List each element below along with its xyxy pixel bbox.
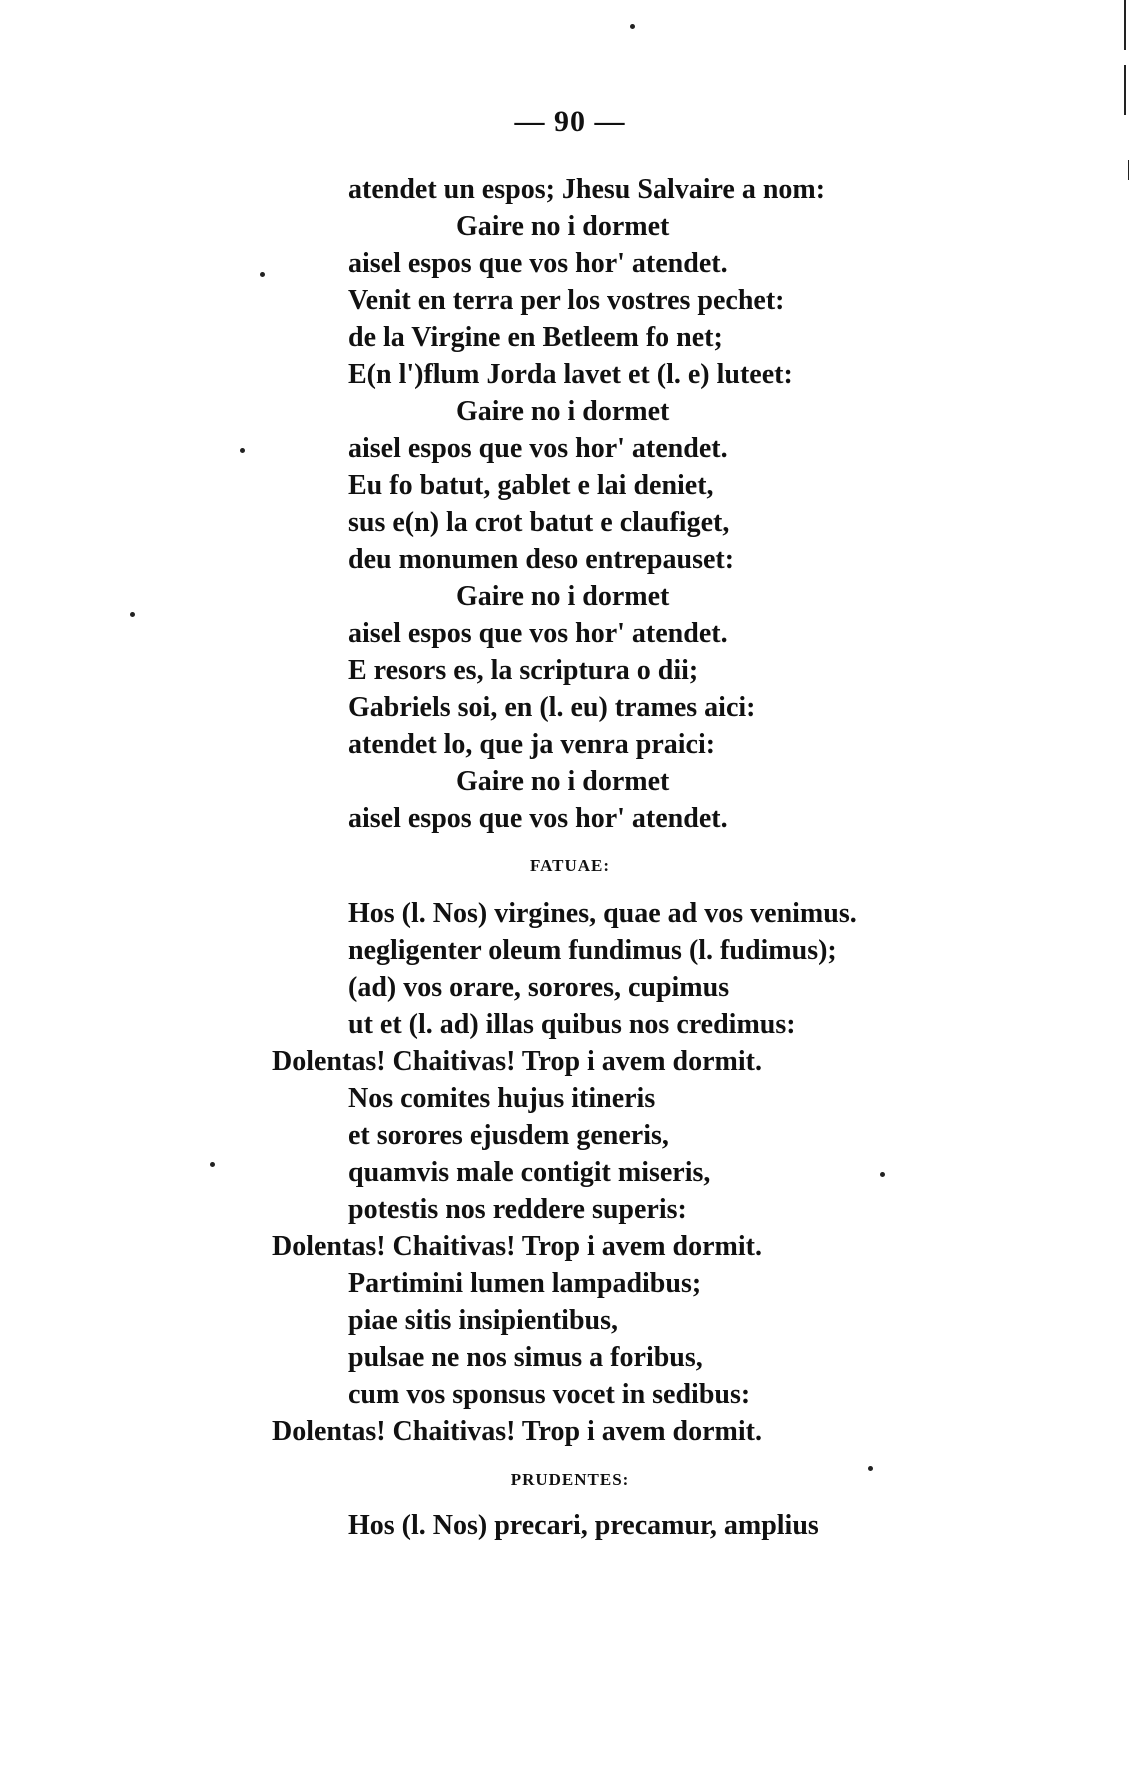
verse-line: aisel espos que vos hor' atendet.	[348, 248, 728, 279]
verse-line: sus e(n) la crot batut e claufiget,	[348, 507, 730, 538]
scan-speck	[260, 272, 265, 277]
verse-line: Partimini lumen lampadibus;	[348, 1268, 702, 1299]
verse-line: atendet un espos; Jhesu Salvaire a nom:	[348, 174, 826, 205]
speaker-heading-fatuae: FATUAE:	[529, 856, 611, 875]
verse-line: aisel espos que vos hor' atendet.	[348, 433, 728, 464]
verse-line: et sorores ejusdem generis,	[348, 1120, 669, 1151]
refrain-line: Dolentas! Chaitivas! Trop i avem dormit.	[272, 1416, 762, 1447]
verse-line: Venit en terra per los vostres pechet:	[348, 285, 785, 316]
scan-edge-mark	[1128, 160, 1129, 180]
verse-line: cum vos sponsus vocet in sedibus:	[348, 1379, 751, 1410]
refrain-line: Gaire no i dormet	[456, 211, 670, 242]
verse-line: pulsae ne nos simus a foribus,	[348, 1342, 703, 1373]
scan-speck	[868, 1466, 873, 1471]
verse-line: de la Virgine en Betleem fo net;	[348, 322, 723, 353]
verse-line: Nos comites hujus itineris	[348, 1083, 656, 1114]
scan-speck	[130, 612, 135, 617]
scan-speck	[210, 1162, 215, 1167]
scan-speck	[880, 1172, 885, 1177]
refrain-line: Gaire no i dormet	[456, 581, 670, 612]
verse-line: aisel espos que vos hor' atendet.	[348, 803, 728, 834]
scan-edge-mark	[1124, 0, 1126, 50]
verse-line: aisel espos que vos hor' atendet.	[348, 618, 728, 649]
page-number: — 90 —	[514, 105, 626, 138]
refrain-line: Gaire no i dormet	[456, 766, 670, 797]
refrain-line: Dolentas! Chaitivas! Trop i avem dormit.	[272, 1231, 762, 1262]
verse-line: E resors es, la scriptura o dii;	[348, 655, 699, 686]
scan-speck	[240, 448, 245, 453]
verse-line: piae sitis insipientibus,	[348, 1305, 618, 1336]
verse-line: ut et (l. ad) illas quibus nos credimus:	[348, 1009, 796, 1040]
verse-line: Gabriels soi, en (l. eu) trames aici:	[348, 692, 756, 723]
verse-line: atendet lo, que ja venra praici:	[348, 729, 716, 760]
verse-line: quamvis male contigit miseris,	[348, 1157, 711, 1188]
scan-edge-mark	[1124, 65, 1126, 115]
verse-line: deu monumen deso entrepauset:	[348, 544, 735, 575]
speaker-heading-prudentes: PRUDENTES:	[510, 1470, 630, 1489]
verse-line: negligenter oleum fundimus (l. fudimus);	[348, 935, 837, 966]
verse-line: Hos (l. Nos) precari, precamur, amplius	[348, 1510, 819, 1541]
verse-line: potestis nos reddere superis:	[348, 1194, 687, 1225]
scan-speck	[630, 24, 635, 29]
verse-line: Eu fo batut, gablet e lai deniet,	[348, 470, 714, 501]
verse-line: E(n l')flum Jorda lavet et (l. e) luteet:	[348, 359, 793, 390]
refrain-line: Gaire no i dormet	[456, 396, 670, 427]
verse-line: (ad) vos orare, sorores, cupimus	[348, 972, 730, 1003]
verse-line: Hos (l. Nos) virgines, quae ad vos venimus.	[348, 898, 857, 929]
refrain-line: Dolentas! Chaitivas! Trop i avem dormit.	[272, 1046, 762, 1077]
